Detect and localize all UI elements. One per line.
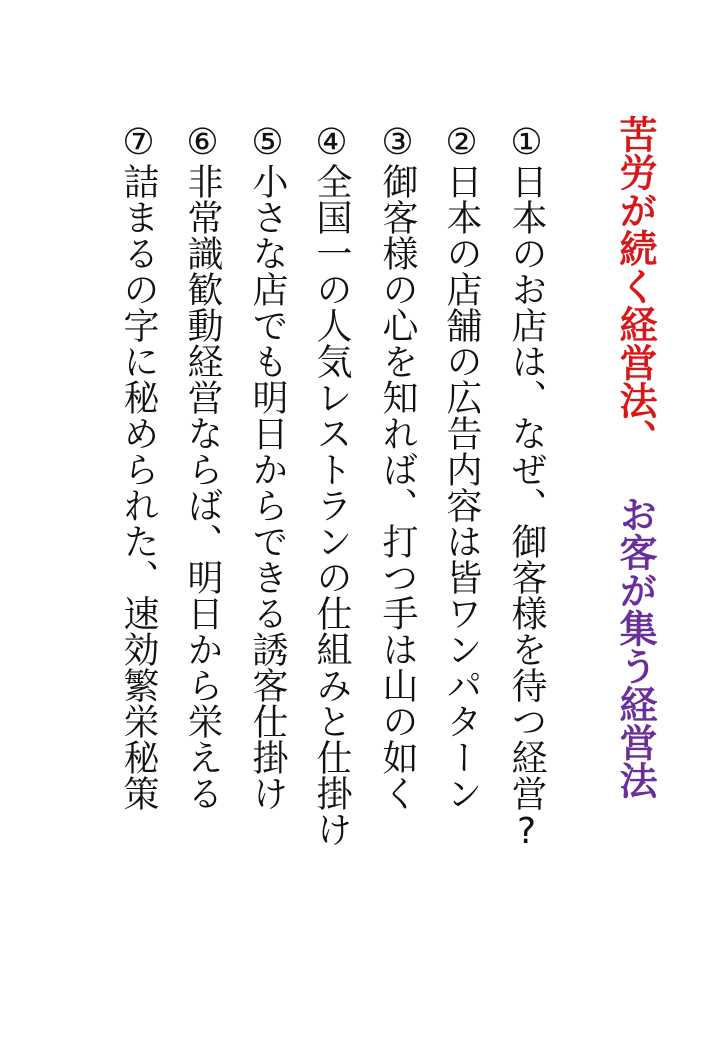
list-item-4: ④全国一の人気レストランの仕組みと仕掛け <box>311 122 352 847</box>
document-title <box>613 115 658 799</box>
list-item-1: ①日本のお店は、なぜ、御客様を待つ経営? <box>506 122 547 852</box>
list-item-7: ⑦詰まるの字に秘められた、速効繁栄秘策 <box>118 122 159 811</box>
title-part-red: 苦労が続く経営法、 <box>613 115 658 457</box>
list-item-3: ③御客様の心を知れば、打つ手は山の如く <box>377 122 418 811</box>
list-item-2: ②日本の店舗の広告内容は皆ワンパターン <box>441 122 482 811</box>
title-part-purple: お客が集う経営法 <box>613 495 658 799</box>
list-item-6: ⑥非常識歓動経営ならば、明日から栄える <box>182 122 223 811</box>
list-item-5: ⑤小さな店でも明日からできる誘客仕掛け <box>247 122 288 811</box>
